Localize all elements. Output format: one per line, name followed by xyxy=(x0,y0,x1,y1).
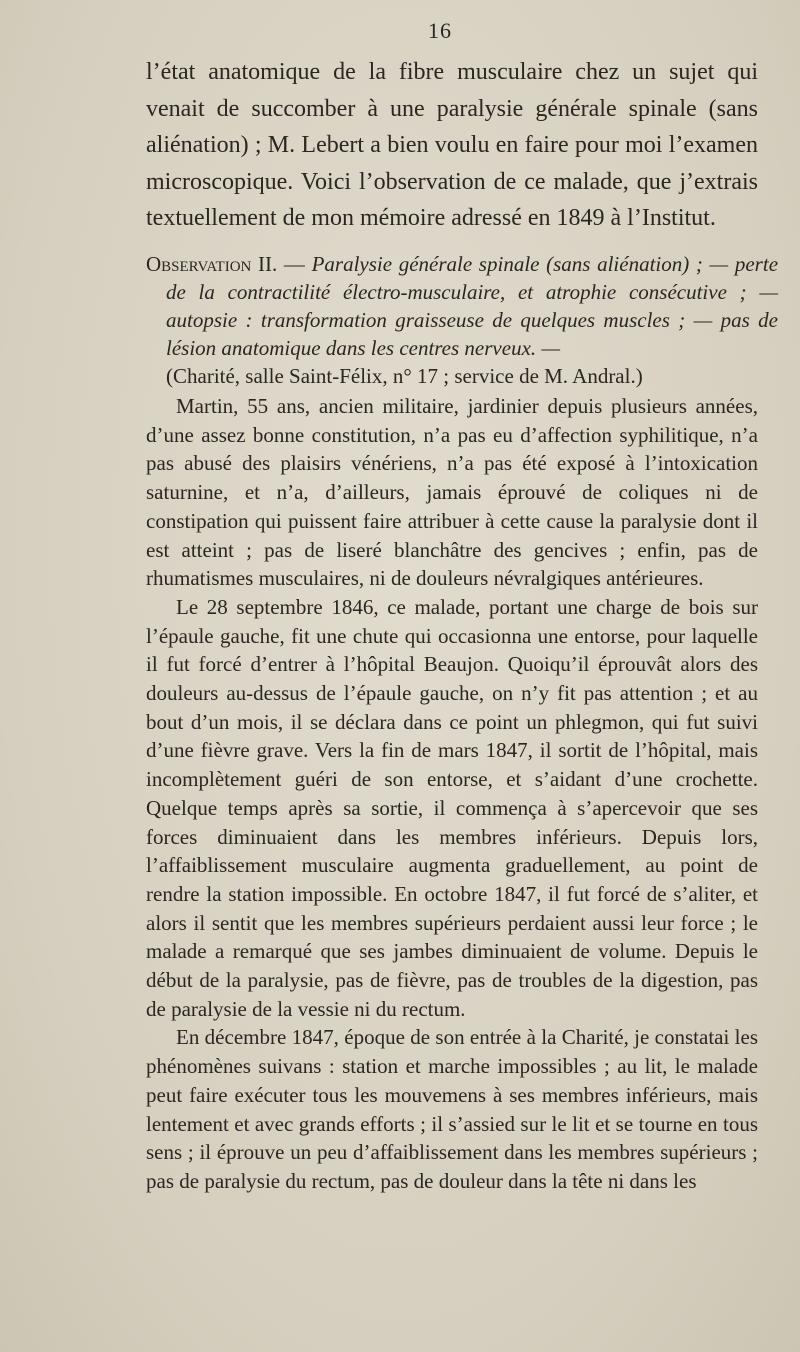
body-paragraph-3: En décembre 1847, époque de son entrée à la Charité, je constatai les phénomènes suivans : station et marche impossibles ; au lit, le malade peut faire exécuter tous les mouvemens à ses membres inférieurs, mais lentement et avec grands efforts ; il s’assied sur le lit et se tourne en tous sens ; il éprouve un peu d’affaiblissement dans les membres supérieurs ; pas de paralysie du rectum, pas de douleur dans la tête ni dans les xyxy=(146,1025,758,1193)
observation-location: (Charité, salle Saint-Félix, n° 17 ; service de M. Andral.) xyxy=(166,364,643,388)
body-paragraph-2: Le 28 septembre 1846, ce malade, portant une charge de bois sur l’épaule gauche, fit une chute qui occasionna une entorse, pour laquelle il fut forcé d’entrer à l’hôpital Beaujon. Quoiqu’il éprouvât alors des douleurs au-dessus de l’épaule gauche, on n’y fit pas attention ; et au bout d’un mois, il se déclara dans ce point un phlegmon, qui fut suivi d’une fièvre grave. Vers la fin de mars 1847, il sortit de l’hôpital, mais incomplètement guéri de son entorse, et s’aidant d’une crochette. Quelque temps après sa sortie, il commença à s’apercevoir que ses forces diminuaient dans les membres inférieurs. Depuis lors, l’affaiblissement musculaire augmenta graduellement, au point de rendre la station impossible. En octobre 1847, il fut forcé de s’aliter, et alors il sentit que les membres supérieurs perdaient aussi leur force ; le malade a remarqué que ses jambes diminuaient de volume. Depuis le début de la paralysie, pas de fièvre, pas de troubles de la digestion, pas de paralysie de la vessie ni du rectum. xyxy=(146,594,758,1021)
body-paragraph-1: Martin, 55 ans, ancien militaire, jardinier depuis plusieurs années, d’une assez bonne constitution, n’a pas eu d’affection syphilitique, n’a pas abusé des plaisirs vénériens, n’a pas été exposé à l’intoxication saturnine, et n’a, d’ailleurs, jamais éprouvé de coliques ni de constipation qui puissent faire attribuer à cette cause la paralysie dont il est atteint ; pas de liseré blanchâtre des gencives ; enfin, pas de rhumatismes musculaires, ni de douleurs névralgiques antérieures. xyxy=(146,394,758,591)
intro-paragraph xyxy=(146,54,758,237)
page-number: 16 xyxy=(428,18,452,43)
intro-text: l’état anatomique de la fibre musculaire chez un sujet qui venait de succomber à une paralysie générale spinale (sans aliénation) ; M. Lebert a bien voulu en faire pour moi l’examen microscopique. Voici l’observation de ce malade, que j’extrais textuellement de mon mémoire adressé en 1849 à l’Institut. xyxy=(146,59,758,231)
observation-label: Observation II. — xyxy=(146,252,305,276)
observation-title: Paralysie générale spinale (sans aliénation) ; — perte de la contractilité électro-musculaire, et atrophie consécutive ; — autopsie : transformation graisseuse de quelques muscles ; — pas de lésion anatomique dans les centres nerveux. — xyxy=(166,252,779,360)
case-body xyxy=(146,392,758,1196)
observation-heading xyxy=(146,250,778,390)
